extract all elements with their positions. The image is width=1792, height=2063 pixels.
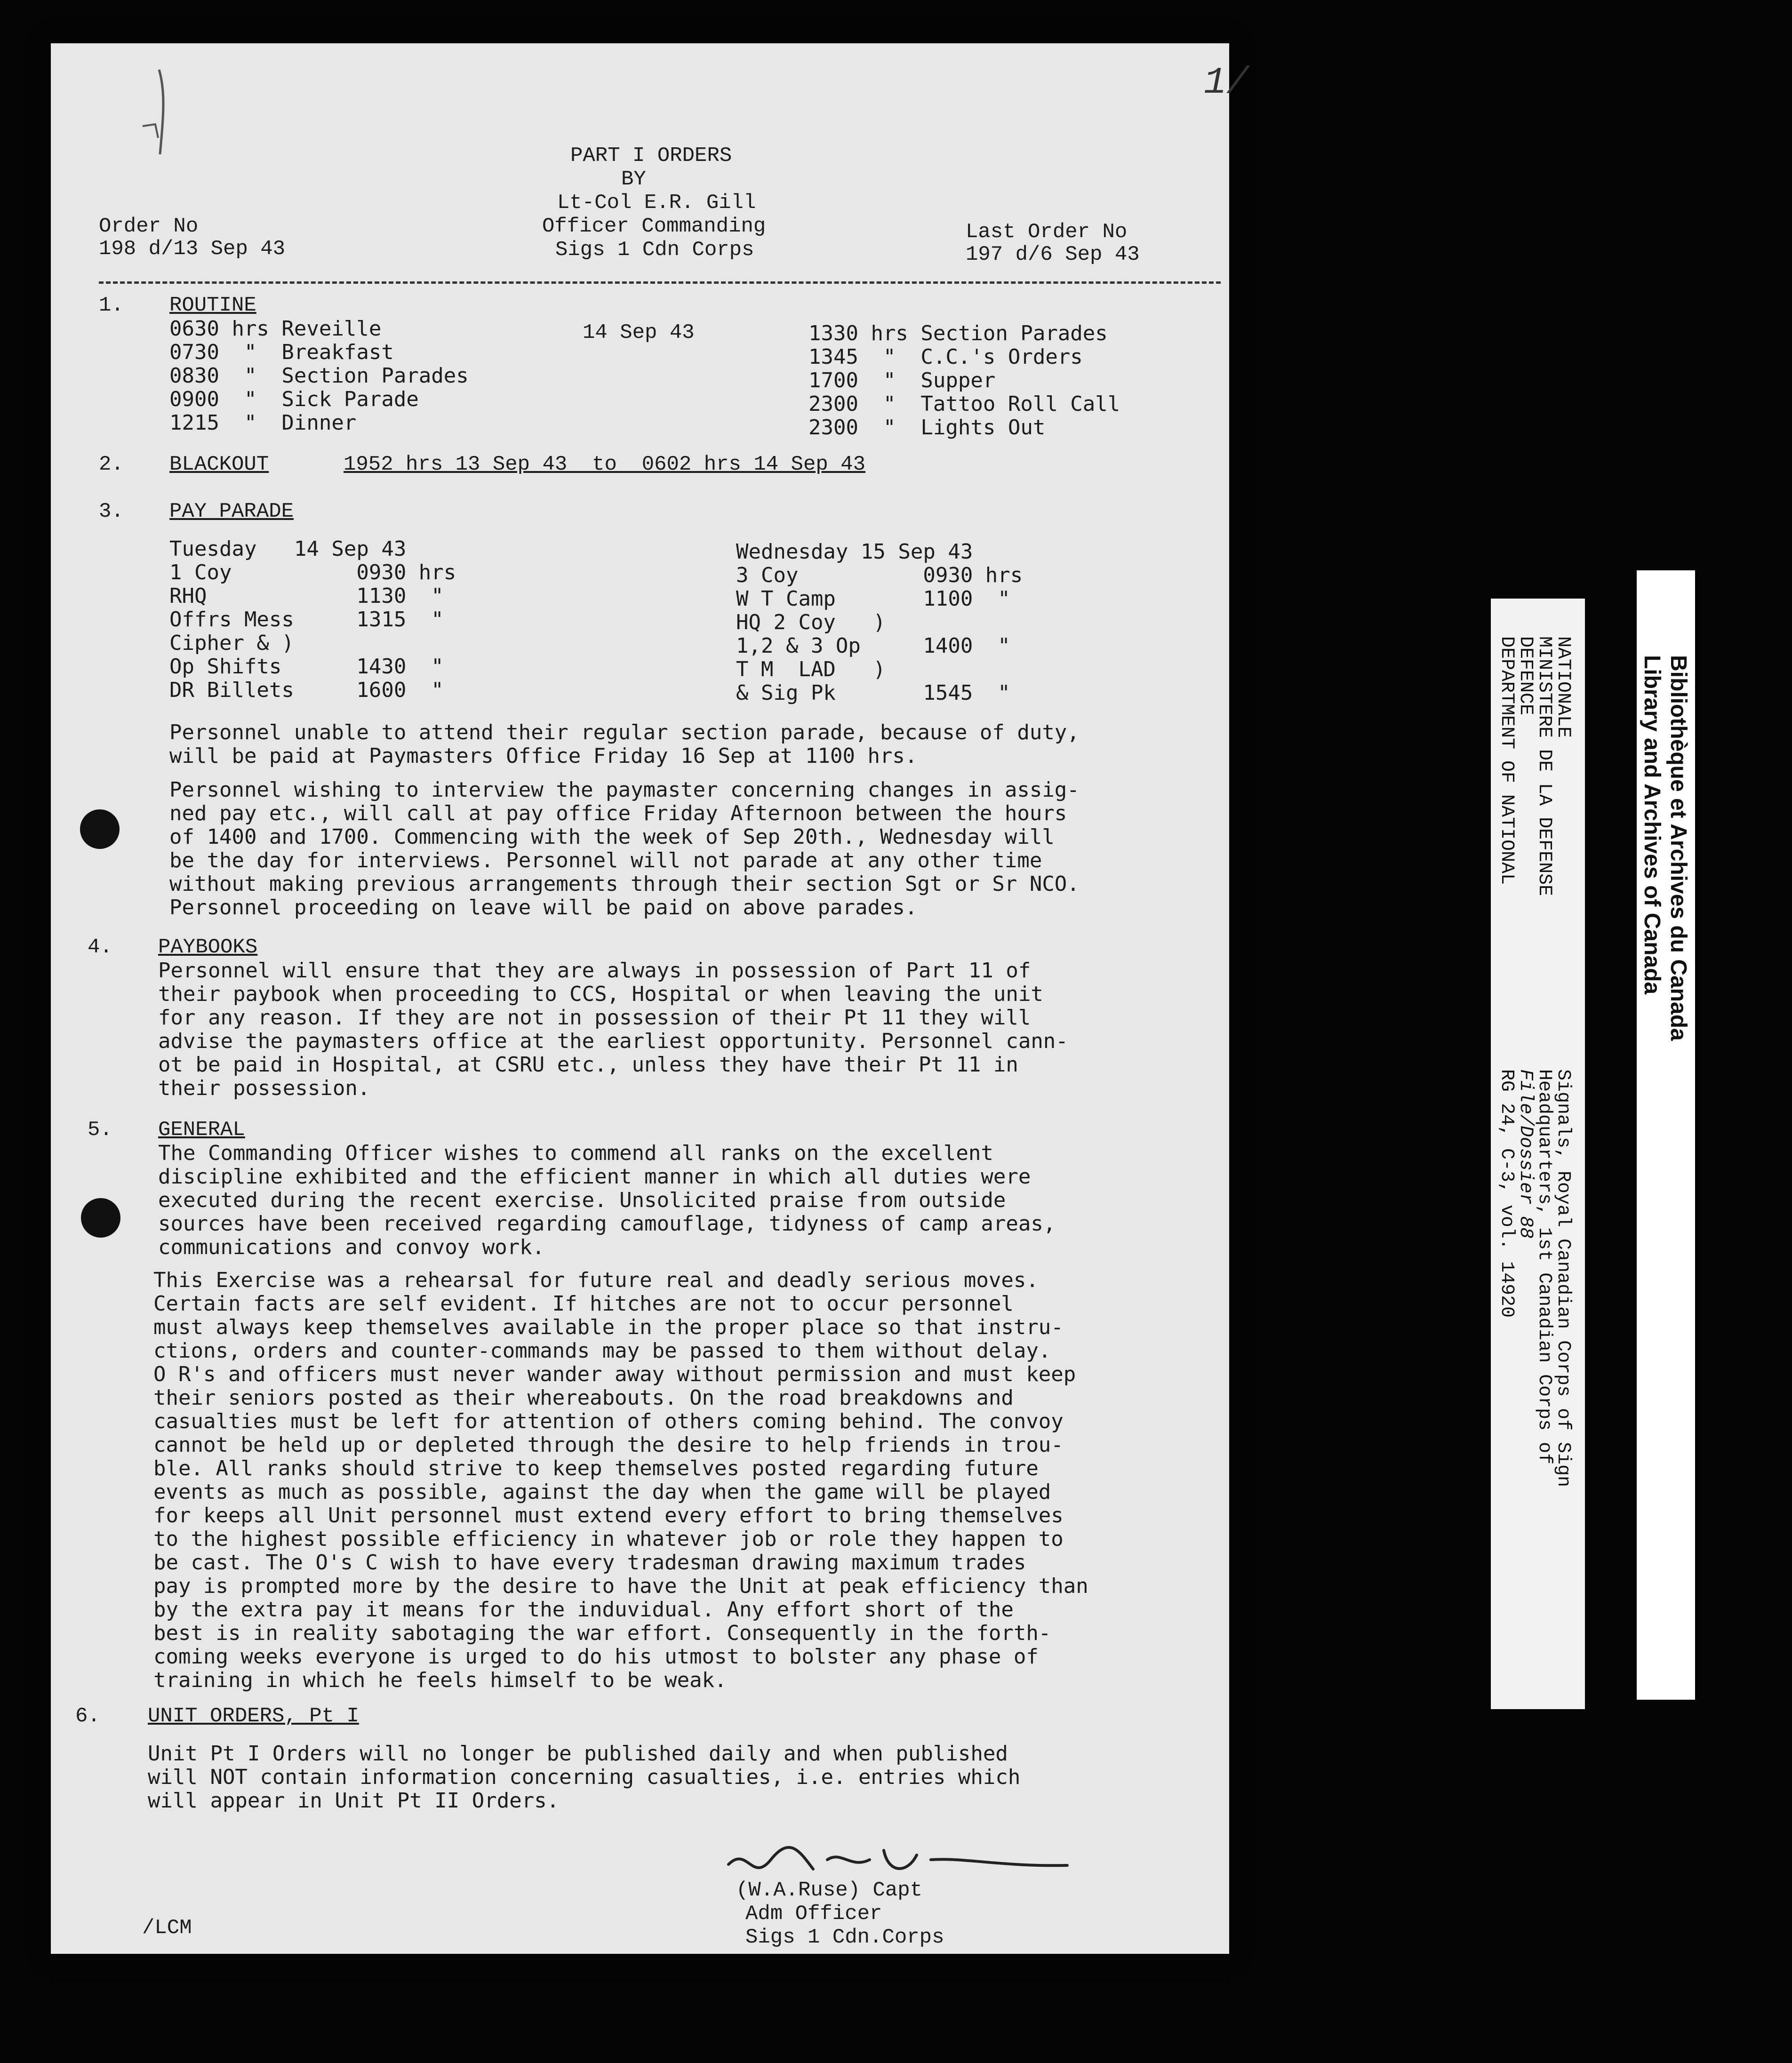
section-2-number: 2. (99, 453, 124, 476)
section-4-title: PAYBOOKS (158, 936, 258, 959)
label-line-nationale: NATIONALE (1552, 636, 1574, 738)
section-3-title: PAY PARADE (169, 500, 294, 523)
section-1-date: 14 Sep 43 (583, 321, 695, 344)
pay-parade-tuesday: Tuesday 14 Sep 43 1 Coy 0930 hrs RHQ 1130 " Offrs Mess 1315 " Cipher & ) Op Shifts 1430 " DR Billets 1600 " (169, 537, 456, 702)
signature-unit: Sigs 1 Cdn.Corps (745, 1926, 944, 1949)
title-commander: Lt-Col E.R. Gill (557, 191, 756, 215)
section-5-number: 5. (88, 1118, 112, 1142)
punch-hole-bottom (81, 1198, 120, 1238)
general-para-2: This Exercise was a rehearsal for future real and deadly serious moves. Certain facts are self evident. If hitches are not to occur personnel must always keep themselves available in the proper place so that instru- ctions, orders and counter-commands may be passed to them without delay. O R's and officers must never wander away without permission and must keep their seniors posted as their whereabouts. On the road breakdowns and casualties must be left for attention of others coming behind. The convoy cannot be held up or depleted through the desire to help friends in trou- ble. All ranks should strive to keep themselves posted regarding future events as much as possible, against the day when the game will be played for keeps all Unit personnel must extend every effort to bring themselves to the highest possible efficiency in whatever job or role they happen to be cast. The O's C wish to have every tradesman drawing maximum trades pay is prompted more by the desire to have the Unit at peak efficiency than by the extra pay it means for the induvidual. Any effort short of the best is in reality sabotaging the war effort. Consequently in the forth- coming weeks everyone is urged to do his utmost to bolster any phase of training in which he feels himself to be weak. (153, 1268, 1088, 1692)
section-5-title: GENERAL (158, 1118, 245, 1142)
pay-parade-para-2: Personnel wishing to interview the paymaster concerning changes in assig- ned pay etc., will call at pay office Friday Afternoon between the hours of 1400 and 1700. Commencing with the week of Sep 20th., Wednesday will be the day for interviews. Personnel will not parade at any other time without making previous arrangements through their section Sgt or Sr NCO. Personnel proceeding on leave will be paid on above parades. (169, 778, 1080, 920)
label-line-defence: DEFENCE (1515, 636, 1536, 716)
archive-strip (1637, 570, 1695, 1700)
strip-line-english: Library and Archives of Canada (1640, 655, 1664, 995)
last-order-label: Last Order No (966, 220, 1128, 244)
section-4-number: 4. (88, 936, 112, 959)
general-para-1: The Commanding Officer wishes to commend all ranks on the excellent discipline exhibited and the efficient manner in which all duties were executed during the recent exercise. Unsolicited praise from outside sources have been received regarding camouflage, tidyness of camp areas, communications and convoy work. (158, 1141, 1056, 1259)
header-separator (99, 281, 1221, 284)
order-number-value: 198 d/13 Sep 43 (99, 237, 286, 261)
title-position: Officer Commanding (542, 215, 766, 238)
section-1-number: 1. (99, 294, 124, 317)
section-6-title: UNIT ORDERS, Pt I (148, 1704, 359, 1728)
document-title: PART I ORDERS (570, 144, 732, 168)
label-line-desc-1: Headquarters, 1st Canadian Corps of (1534, 1069, 1555, 1465)
pay-parade-para-1: Personnel unable to attend their regular section parade, because of duty, will be paid at Paymasters Office Friday 16 Sep at 1100 hrs. (169, 720, 1080, 768)
blackout-times: 1952 hrs 13 Sep 43 to 0602 hrs 14 Sep 43 (344, 453, 865, 476)
section-1-title: ROUTINE (169, 294, 256, 317)
last-order-value: 197 d/6 Sep 43 (966, 243, 1140, 266)
page-number-mark: 1/ (1204, 62, 1249, 104)
label-line-dept: DEPARTMENT OF NATIONAL (1496, 636, 1517, 885)
section-1-routine-morning: 0630 hrs Reveille 0730 " Breakfast 0830 " Section Parades 0900 " Sick Parade 1215 " Dinner (169, 317, 469, 435)
corner-scribble (103, 60, 178, 173)
section-2-title: BLACKOUT (169, 453, 269, 476)
pay-parade-wednesday: Wednesday 15 Sep 43 3 Coy 0930 hrs W T Camp 1100 " HQ 2 Coy ) 1,2 & 3 Op 1400 " T M LAD ) & Sig Pk 1545 " (736, 540, 1023, 705)
order-number-label: Order No (99, 215, 199, 238)
label-line-desc-2: Signals, Royal Canadian Corps of Sign (1552, 1069, 1574, 1487)
unit-orders-text: Unit Pt I Orders will no longer be published daily and when published will NOT contain information concerning casualties, i.e. entries which will appear in Unit Pt II Orders. (148, 1742, 1021, 1813)
document-page (51, 43, 1249, 1954)
title-by: BY (621, 168, 646, 191)
punch-hole-top (80, 809, 120, 849)
archive-label (1491, 599, 1585, 1709)
section-3-number: 3. (99, 500, 124, 523)
signature-title: Adm Officer (745, 1902, 882, 1926)
signature-name: (W.A.Ruse) Capt (736, 1879, 923, 1902)
typist-initials: /LCM (142, 1916, 192, 1940)
label-line-reference: RG 24, C-3, vol. 14920 (1496, 1069, 1517, 1318)
paybooks-text: Personnel will ensure that they are always in possession of Part 11 of their paybook when proceeding to CCS, Hospital or when leaving the unit for any reason. If they are not in possession of their Pt 11 they will advise the paymasters office at the earliest opportunity. Personnel cann- ot be paid in Hospital, at CSRU etc., unless they have their Pt 11 in their possession. (158, 959, 1068, 1100)
strip-line-french: Bibliothèque et Archives du Canada (1666, 655, 1691, 1041)
label-line-ministere: MINISTERE DE LA DEFENSE (1534, 636, 1555, 896)
label-line-file: File/Dossier 88 (1515, 1069, 1536, 1239)
section-6-number: 6. (75, 1704, 100, 1728)
title-unit: Sigs 1 Cdn Corps (555, 238, 754, 262)
section-1-routine-afternoon: 1330 hrs Section Parades 1345 " C.C.'s Orders 1700 " Supper 2300 " Tattoo Roll Call 2300 " Lights Out (808, 321, 1120, 440)
